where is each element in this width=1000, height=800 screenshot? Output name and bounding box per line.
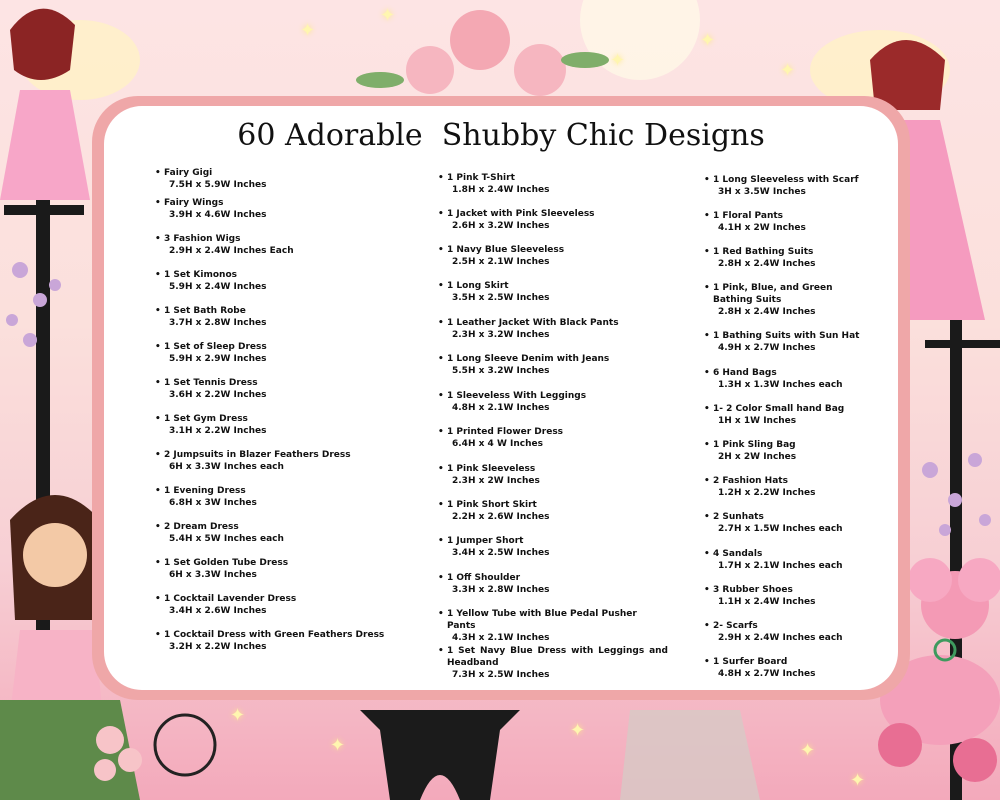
list-item: • 1 Set Golden Tube Dress 6H x 3.3W Inches — [155, 558, 289, 580]
list-item: • 1 Long Sleeve Denim with Jeans 5.5H x 3.2W Inches — [438, 354, 610, 376]
list-item: • 2 Sunhats 2.7H x 1.5W Inches each — [704, 512, 843, 534]
list-item: • 1 Pink Sleeveless 2.3H x 2W Inches — [438, 464, 540, 486]
list-item: • 1 Leather Jacket With Black Pants 2.3H x 3.2W Inches — [438, 318, 619, 340]
sparkle-icon: ✦ — [800, 740, 816, 761]
list-item: • 1 Set of Sleep Dress 5.9H x 2.9W Inches — [155, 342, 267, 364]
list-item: • Fairy Wings 3.9H x 4.6W Inches — [155, 198, 267, 220]
list-item: • 1 Long Sleeveless with Scarf 3H x 3.5W Inches — [704, 175, 859, 197]
list-item: • 6 Hand Bags 1.3H x 1.3W Inches each — [704, 368, 843, 390]
list-item: • 2 Fashion Hats 1.2H x 2.2W Inches — [704, 476, 816, 498]
list-item: • 1 Long Skirt 3.5H x 2.5W Inches — [438, 281, 550, 303]
sparkle-icon: ✦ — [330, 735, 346, 756]
list-item: • 1 Cocktail Lavender Dress 3.4H x 2.6W Inches — [155, 594, 297, 616]
list-item: • 1 Set Navy Blue Dress with Leggings and Headband 7.3H x 2.5W Inches — [438, 646, 668, 680]
list-item: • 1 Set Bath Robe 3.7H x 2.8W Inches — [155, 306, 267, 328]
list-item: • 1 Jumper Short 3.4H x 2.5W Inches — [438, 536, 550, 558]
list-item: • Fairy Gigi 7.5H x 5.9W Inches — [155, 168, 267, 190]
list-item: • 1 Set Kimonos 5.9H x 2.4W Inches — [155, 270, 267, 292]
list-item: • 1 Set Tennis Dress 3.6H x 2.2W Inches — [155, 378, 267, 400]
list-item: • 2 Dream Dress 5.4H x 5W Inches each — [155, 522, 284, 544]
list-item: • 1 Red Bathing Suits 2.8H x 2.4W Inches — [704, 247, 816, 269]
list-item: • 1 Cocktail Dress with Green Feathers Dress 3.2H x 2.2W Inches — [155, 630, 385, 652]
list-item: • 1 Navy Blue Sleeveless 2.5H x 2.1W Inches — [438, 245, 565, 267]
sparkle-icon: ✦ — [610, 50, 626, 71]
sparkle-icon: ✦ — [380, 5, 396, 26]
list-item: • 1 Pink, Blue, and Green Bathing Suits 2.8H x 2.4W Inches — [704, 283, 833, 317]
list-item: • 1 Jacket with Pink Sleeveless 2.6H x 3.2W Inches — [438, 209, 595, 231]
list-item: • 1 Yellow Tube with Blue Pedal Pusher Pants 4.3H x 2.1W Inches — [438, 609, 637, 643]
list-item: • 1 Printed Flower Dress 6.4H x 4 W Inches — [438, 427, 564, 449]
list-item: • 1 Set Gym Dress 3.1H x 2.2W Inches — [155, 414, 267, 436]
sparkle-icon: ✦ — [700, 30, 716, 51]
page-title: 60 Adorable Shubby Chic Designs — [237, 118, 765, 153]
list-item: • 1 Bathing Suits with Sun Hat 4.9H x 2.7W Inches — [704, 331, 860, 353]
list-item: • 3 Fashion Wigs 2.9H x 2.4W Inches Each — [155, 234, 294, 256]
sparkle-icon: ✦ — [780, 60, 796, 81]
list-item: • 1 Pink Sling Bag 2H x 2W Inches — [704, 440, 797, 462]
list-item: • 1 Evening Dress 6.8H x 3W Inches — [155, 486, 257, 508]
sparkle-icon: ✦ — [300, 20, 316, 41]
list-item: • 1 Off Shoulder 3.3H x 2.8W Inches — [438, 573, 550, 595]
sparkle-icon: ✦ — [230, 705, 246, 726]
list-item: • 1- 2 Color Small hand Bag 1H x 1W Inches — [704, 404, 845, 426]
list-item: • 4 Sandals 1.7H x 2.1W Inches each — [704, 549, 843, 571]
list-item: • 1 Floral Pants 4.1H x 2W Inches — [704, 211, 806, 233]
list-item: • 1 Pink Short Skirt 2.2H x 2.6W Inches — [438, 500, 550, 522]
sparkle-icon: ✦ — [570, 720, 586, 741]
list-item: • 2 Jumpsuits in Blazer Feathers Dress 6H x 3.3W Inches each — [155, 450, 351, 472]
list-item: • 3 Rubber Shoes 1.1H x 2.4W Inches — [704, 585, 816, 607]
list-item: • 2- Scarfs 2.9H x 2.4W Inches each — [704, 621, 843, 643]
list-item: • 1 Sleeveless With Leggings 4.8H x 2.1W Inches — [438, 391, 587, 413]
list-item: • 1 Pink T-Shirt 1.8H x 2.4W Inches — [438, 173, 550, 195]
sparkle-icon: ✦ — [850, 770, 866, 791]
list-item: • 1 Surfer Board 4.8H x 2.7W Inches — [704, 657, 816, 679]
